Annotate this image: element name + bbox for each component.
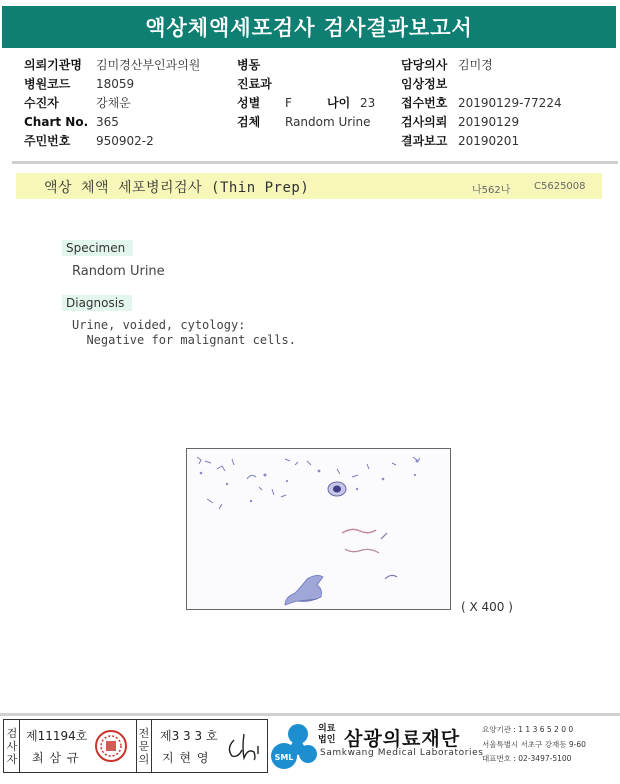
info-value: 365 xyxy=(96,115,119,129)
age-label: 나이 xyxy=(327,96,351,110)
report-title: 액상체액세포검사 검사결과보고서 xyxy=(2,6,616,48)
info-label: 병원코드 xyxy=(24,77,71,91)
org-name: 삼광의료재단 xyxy=(344,728,461,750)
specialist-name: 지 현 영 xyxy=(162,751,210,765)
org-phone: 대표번호 : 02-3497-5100 xyxy=(482,754,572,763)
info-row-resident-number xyxy=(24,132,200,151)
info-row-sex-age xyxy=(237,94,375,113)
org-address: 서울특별시 서초구 강재동 9-60 xyxy=(482,740,586,749)
signature-box xyxy=(3,719,268,773)
report-header xyxy=(0,0,620,50)
info-value: 김미경 xyxy=(458,58,493,72)
info-row-report-date xyxy=(401,132,562,151)
diagnosis-line-2: Negative for malignant cells. xyxy=(72,333,296,347)
org-type xyxy=(318,724,335,746)
info-row-request-date xyxy=(401,113,562,132)
info-label: 진료과 xyxy=(237,77,272,91)
org-type-line: 법인 xyxy=(318,735,336,745)
org-type-line: 의료 xyxy=(318,724,336,734)
diagnosis-label: Diagnosis xyxy=(62,295,132,311)
diagnosis-line-1: Urine, voided, cytology: xyxy=(72,318,246,332)
magnification-label: ( X 400 ) xyxy=(461,600,513,614)
handwritten-signature xyxy=(224,732,264,762)
age-value: 23 xyxy=(360,96,376,110)
info-row-receipt xyxy=(401,94,562,113)
info-value: 20190129-77224 xyxy=(458,96,562,110)
info-label: 결과보고 xyxy=(401,134,448,148)
microscopy-image xyxy=(186,448,451,610)
info-label: 의뢰기관명 xyxy=(24,58,82,72)
test-code: 나562나 xyxy=(472,185,511,196)
info-value: Random Urine xyxy=(285,115,371,129)
info-row-ward xyxy=(237,56,375,75)
info-value: 김미경산부인과의원 xyxy=(96,58,201,72)
org-registration: 요양기관 : 1 1 3 6 5 2 0 0 xyxy=(482,725,574,734)
footer-divider xyxy=(0,713,620,716)
info-row-department xyxy=(237,75,375,94)
examiner-column-label xyxy=(5,727,19,766)
specialist-license: 제3 3 3 호 xyxy=(160,729,218,743)
info-row-clinical xyxy=(401,75,562,94)
vertical-char: 사 xyxy=(6,740,18,753)
info-label: 수진자 xyxy=(24,96,59,110)
info-label: 검체 xyxy=(237,115,261,129)
vertical-char: 자 xyxy=(6,753,18,766)
examiner-license: 제11194호 xyxy=(26,729,88,743)
vertical-char: 검 xyxy=(6,727,18,740)
info-label: 성별 xyxy=(237,96,261,110)
org-name-english: Samkwang Medical Laboratories xyxy=(320,748,484,758)
info-row-institution xyxy=(24,56,200,75)
info-row-specimen xyxy=(237,113,375,132)
patient-info-middle xyxy=(237,56,375,132)
info-value: 20190129 xyxy=(458,115,520,129)
vertical-char: 문 xyxy=(138,740,150,753)
info-label: Chart No. xyxy=(24,115,89,129)
test-code-2: C5625008 xyxy=(534,181,586,192)
report-section-bar xyxy=(16,173,602,199)
specimen-value: Random Urine xyxy=(72,264,165,279)
section-divider xyxy=(12,161,618,164)
patient-info-right xyxy=(401,56,562,151)
info-row-hospital-code xyxy=(24,75,200,94)
specimen-label: Specimen xyxy=(62,240,133,256)
info-row-patient xyxy=(24,94,200,113)
info-label: 검사의뢰 xyxy=(401,115,448,129)
info-value: F xyxy=(285,96,292,110)
info-value: 18059 xyxy=(96,77,135,91)
info-row-chart xyxy=(24,113,200,132)
patient-info-left xyxy=(24,56,200,151)
info-label: 담당의사 xyxy=(401,58,448,72)
vertical-char: 의 xyxy=(138,753,150,766)
cytology-cells-illustration xyxy=(187,449,449,608)
info-value: 20190201 xyxy=(458,134,520,148)
official-seal xyxy=(94,729,128,763)
logo-text: SML xyxy=(274,753,294,762)
vertical-char: 전 xyxy=(138,727,150,740)
examiner-name: 최 삼 규 xyxy=(32,751,80,765)
sml-logo-icon xyxy=(270,720,318,772)
info-label: 주민번호 xyxy=(24,134,71,148)
info-label: 임상정보 xyxy=(401,77,448,91)
info-value: 강채운 xyxy=(96,96,131,110)
info-value: 950902-2 xyxy=(96,134,154,148)
section-title: 액상 체액 세포병리검사 (Thin Prep) xyxy=(44,180,310,196)
info-row-doctor xyxy=(401,56,562,75)
info-label: 접수번호 xyxy=(401,96,448,110)
info-label: 병동 xyxy=(237,58,261,72)
specialist-column-label xyxy=(137,727,151,766)
